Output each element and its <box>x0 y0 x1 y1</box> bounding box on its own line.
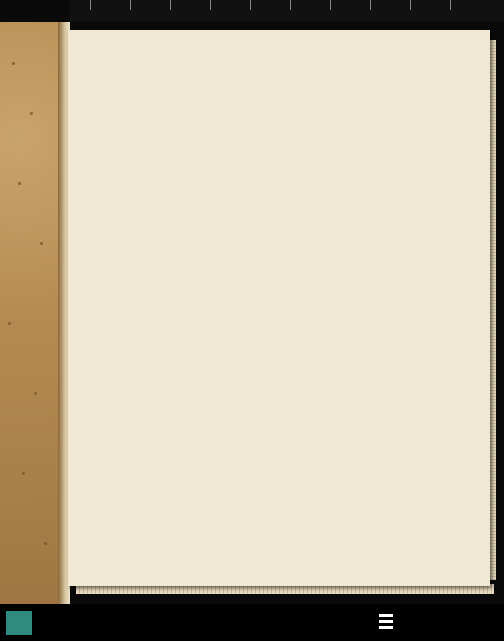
document-page <box>68 30 490 586</box>
top-ruler <box>70 0 504 22</box>
page-header <box>128 65 458 77</box>
book-cover <box>0 22 62 604</box>
blb-logo-icon[interactable] <box>6 611 32 635</box>
bw-lion-icon[interactable] <box>377 612 395 632</box>
footer-bar <box>0 604 504 641</box>
